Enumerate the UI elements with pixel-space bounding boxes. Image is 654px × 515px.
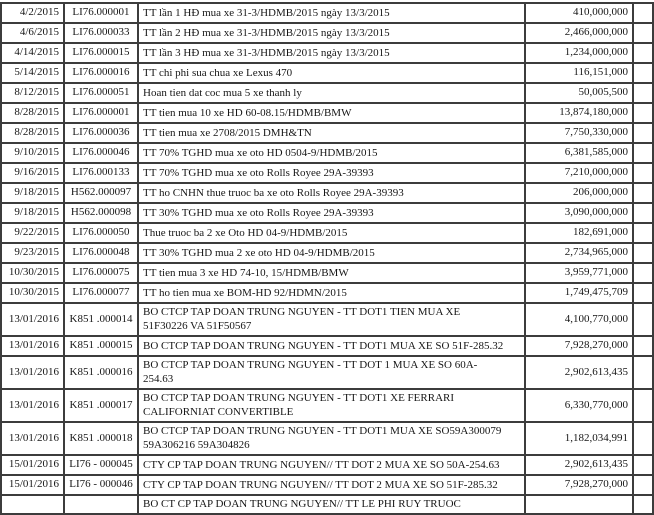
date-cell: 4/14/2015	[1, 43, 64, 63]
table-row	[1, 63, 653, 83]
table-row	[1, 475, 653, 495]
description-cell	[138, 23, 525, 43]
description-cell	[138, 455, 525, 475]
table-row	[1, 336, 653, 356]
doc-number-cell: LI76.000133	[64, 163, 138, 183]
description-cell	[138, 243, 525, 263]
date-cell: 13/01/2016	[1, 389, 64, 422]
amount-cell: 206,000,000	[525, 183, 633, 203]
description-line: CTY CP TAP DOAN TRUNG NGUYEN// TT DOT 2 MUA XE SO 51F-285.32	[143, 478, 498, 491]
doc-number-cell: LI76.000050	[64, 223, 138, 243]
description-line: TT 30% TGHD mua xe oto Rolls Royee 29A-39393	[143, 206, 374, 219]
doc-number-cell: LI76.000077	[64, 283, 138, 303]
doc-number-cell	[64, 495, 138, 514]
doc-number-cell: K851 .000017	[64, 389, 138, 422]
clipped-next-column-cell	[633, 163, 653, 183]
description-cell	[138, 43, 525, 63]
doc-number-cell: LI76.000001	[64, 103, 138, 123]
date-cell: 8/28/2015	[1, 123, 64, 143]
table-row	[1, 103, 653, 123]
clipped-next-column-cell	[633, 143, 653, 163]
date-cell: 15/01/2016	[1, 455, 64, 475]
date-cell: 8/12/2015	[1, 83, 64, 103]
description-line: TT lần 2 HĐ mua xe 31-3/HDMB/2015 ngày 13/3/2015	[143, 26, 390, 39]
date-cell: 13/01/2016	[1, 356, 64, 389]
amount-cell: 13,874,180,000	[525, 103, 633, 123]
description-cell	[138, 336, 525, 356]
amount-cell: 7,750,330,000	[525, 123, 633, 143]
amount-cell: 3,959,771,000	[525, 263, 633, 283]
description-cell	[138, 203, 525, 223]
transactions-table-body	[1, 3, 653, 514]
date-cell: 9/18/2015	[1, 183, 64, 203]
transactions-table	[0, 2, 654, 515]
amount-cell: 1,182,034,991	[525, 422, 633, 455]
description-line: Thue truoc ba 2 xe Oto HD 04-9/HDMB/2015	[143, 226, 348, 239]
clipped-next-column-cell	[633, 283, 653, 303]
amount-cell: 7,928,270,000	[525, 336, 633, 356]
table-row	[1, 123, 653, 143]
description-cell	[138, 283, 525, 303]
doc-number-cell: K851 .000014	[64, 303, 138, 336]
description-line: TT 70% TGHD mua xe oto HD 0504-9/HDMB/2015	[143, 146, 378, 159]
date-cell: 4/2/2015	[1, 3, 64, 23]
table-row	[1, 422, 653, 455]
clipped-next-column-cell	[633, 389, 653, 422]
date-cell: 9/10/2015	[1, 143, 64, 163]
description-line: TT 70% TGHD mua xe oto Rolls Royee 29A-39393	[143, 166, 374, 179]
doc-number-cell: LI76.000015	[64, 43, 138, 63]
description-cell	[138, 475, 525, 495]
doc-number-cell: LI76.000033	[64, 23, 138, 43]
amount-cell: 2,902,613,435	[525, 455, 633, 475]
description-cell	[138, 63, 525, 83]
date-cell: 13/01/2016	[1, 303, 64, 336]
date-cell: 9/18/2015	[1, 203, 64, 223]
date-cell: 4/6/2015	[1, 23, 64, 43]
amount-cell	[525, 495, 633, 514]
description-cell	[138, 303, 525, 336]
table-row	[1, 183, 653, 203]
description-cell	[138, 263, 525, 283]
description-line: TT 30% TGHD mua 2 xe oto HD 04-9/HDMB/2015	[143, 246, 375, 259]
description-cell	[138, 3, 525, 23]
amount-cell: 4,100,770,000	[525, 303, 633, 336]
clipped-next-column-cell	[633, 303, 653, 336]
description-cell	[138, 143, 525, 163]
doc-number-cell: LI76.000048	[64, 243, 138, 263]
table-row	[1, 389, 653, 422]
clipped-next-column-cell	[633, 3, 653, 23]
date-cell: 9/16/2015	[1, 163, 64, 183]
date-cell: 5/14/2015	[1, 63, 64, 83]
clipped-next-column-cell	[633, 495, 653, 514]
clipped-next-column-cell	[633, 103, 653, 123]
amount-cell: 7,210,000,000	[525, 163, 633, 183]
description-line: 254.63	[143, 373, 174, 385]
description-cell	[138, 123, 525, 143]
table-row	[1, 303, 653, 336]
doc-number-cell: LI76.000075	[64, 263, 138, 283]
clipped-next-column-cell	[633, 83, 653, 103]
clipped-next-column-cell	[633, 43, 653, 63]
description-line: BO CTCP TAP DOAN TRUNG NGUYEN - TT DOT1 MUA XE SO59A300079	[143, 425, 502, 437]
clipped-next-column-cell	[633, 63, 653, 83]
date-cell: 13/01/2016	[1, 336, 64, 356]
description-line: TT chi phi sua chua xe Lexus 470	[143, 66, 293, 79]
amount-cell: 1,234,000,000	[525, 43, 633, 63]
description-line: TT ho tien mua xe BOM-HD 92/HDMN/2015	[143, 286, 347, 299]
doc-number-cell: LI76.000046	[64, 143, 138, 163]
date-cell: 10/30/2015	[1, 283, 64, 303]
description-line: BO CTCP TAP DOAN TRUNG NGUYEN - TT DOT 1 MUA XE SO 60A-	[143, 359, 478, 371]
description-line: BO CT CP TAP DOAN TRUNG NGUYEN// TT LE PHI RUY TRUOC	[143, 498, 461, 510]
table-row	[1, 243, 653, 263]
amount-cell: 6,330,770,000	[525, 389, 633, 422]
doc-number-cell: K851 .000018	[64, 422, 138, 455]
description-cell	[138, 422, 525, 455]
amount-cell: 6,381,585,000	[525, 143, 633, 163]
description-line: Hoan tien dat coc mua 5 xe thanh ly	[143, 86, 302, 99]
doc-number-cell: LI76.000051	[64, 83, 138, 103]
description-cell	[138, 495, 525, 514]
doc-number-cell: K851 .000015	[64, 336, 138, 356]
date-cell: 9/22/2015	[1, 223, 64, 243]
description-cell	[138, 223, 525, 243]
amount-cell: 2,466,000,000	[525, 23, 633, 43]
description-cell	[138, 163, 525, 183]
description-line: TT lần 3 HĐ mua xe 31-3/HDMB/2015 ngày 13/3/2015	[143, 46, 390, 59]
table-row	[1, 356, 653, 389]
table-row	[1, 163, 653, 183]
table-row	[1, 23, 653, 43]
description-line: BO CTCP TAP DOAN TRUNG NGUYEN - TT DOT1 MUA XE SO 51F-285.32	[143, 339, 504, 352]
doc-number-cell: LI76.000036	[64, 123, 138, 143]
ledger-screenshot	[0, 2, 640, 510]
description-line: BO CTCP TAP DOAN TRUNG NGUYEN - TT DOT1 XE FERRARI	[143, 392, 455, 404]
description-line: TT tien mua xe 2708/2015 DMH&TN	[143, 126, 312, 139]
table-row	[1, 3, 653, 23]
description-line: CTY CP TAP DOAN TRUNG NGUYEN// TT DOT 2 MUA XE SO 50A-254.63	[143, 458, 500, 471]
amount-cell: 410,000,000	[525, 3, 633, 23]
table-row	[1, 263, 653, 283]
table-row	[1, 83, 653, 103]
date-cell: 10/30/2015	[1, 263, 64, 283]
doc-number-cell: H562.000097	[64, 183, 138, 203]
amount-cell: 182,691,000	[525, 223, 633, 243]
clipped-next-column-cell	[633, 23, 653, 43]
description-cell	[138, 356, 525, 389]
description-line: TT ho CNHN thue truoc ba xe oto Rolls Royee 29A-39393	[143, 186, 404, 199]
clipped-next-column-cell	[633, 123, 653, 143]
table-row	[1, 495, 653, 514]
date-cell: 15/01/2016	[1, 475, 64, 495]
clipped-next-column-cell	[633, 183, 653, 203]
amount-cell: 116,151,000	[525, 63, 633, 83]
table-row	[1, 455, 653, 475]
table-row	[1, 223, 653, 243]
amount-cell: 3,090,000,000	[525, 203, 633, 223]
amount-cell: 1,749,475,709	[525, 283, 633, 303]
table-row	[1, 203, 653, 223]
description-cell	[138, 183, 525, 203]
description-cell	[138, 83, 525, 103]
doc-number-cell: LI76 - 000046	[64, 475, 138, 495]
table-row	[1, 143, 653, 163]
date-cell: 8/28/2015	[1, 103, 64, 123]
description-line: BO CTCP TAP DOAN TRUNG NGUYEN - TT DOT1 TIEN MUA XE	[143, 306, 461, 318]
description-line: TT tien mua 3 xe HD 74-10, 15/HDMB/BMW	[143, 266, 349, 279]
clipped-next-column-cell	[633, 356, 653, 389]
date-cell: 13/01/2016	[1, 422, 64, 455]
clipped-next-column-cell	[633, 422, 653, 455]
clipped-next-column-cell	[633, 223, 653, 243]
date-cell: 9/23/2015	[1, 243, 64, 263]
description-line: TT tien mua 10 xe HD 60-08.15/HDMB/BMW	[143, 106, 352, 119]
amount-cell: 50,005,500	[525, 83, 633, 103]
clipped-next-column-cell	[633, 475, 653, 495]
table-row	[1, 43, 653, 63]
description-cell	[138, 389, 525, 422]
description-cell	[138, 103, 525, 123]
doc-number-cell: LI76.000001	[64, 3, 138, 23]
doc-number-cell: H562.000098	[64, 203, 138, 223]
description-line: 51F30226 VA 51F50567	[143, 320, 252, 332]
description-line: 59A306216 59A304826	[143, 439, 250, 451]
amount-cell: 7,928,270,000	[525, 475, 633, 495]
description-line: TT lần 1 HĐ mua xe 31-3/HDMB/2015 ngày 13/3/2015	[143, 6, 390, 19]
description-line: CALIFORNIAT CONVERTIBLE	[143, 406, 294, 418]
date-cell	[1, 495, 64, 514]
doc-number-cell: K851 .000016	[64, 356, 138, 389]
doc-number-cell: LI76 - 000045	[64, 455, 138, 475]
doc-number-cell: LI76.000016	[64, 63, 138, 83]
amount-cell: 2,902,613,435	[525, 356, 633, 389]
table-row	[1, 283, 653, 303]
amount-cell: 2,734,965,000	[525, 243, 633, 263]
clipped-next-column-cell	[633, 243, 653, 263]
clipped-next-column-cell	[633, 263, 653, 283]
clipped-next-column-cell	[633, 203, 653, 223]
clipped-next-column-cell	[633, 455, 653, 475]
clipped-next-column-cell	[633, 336, 653, 356]
